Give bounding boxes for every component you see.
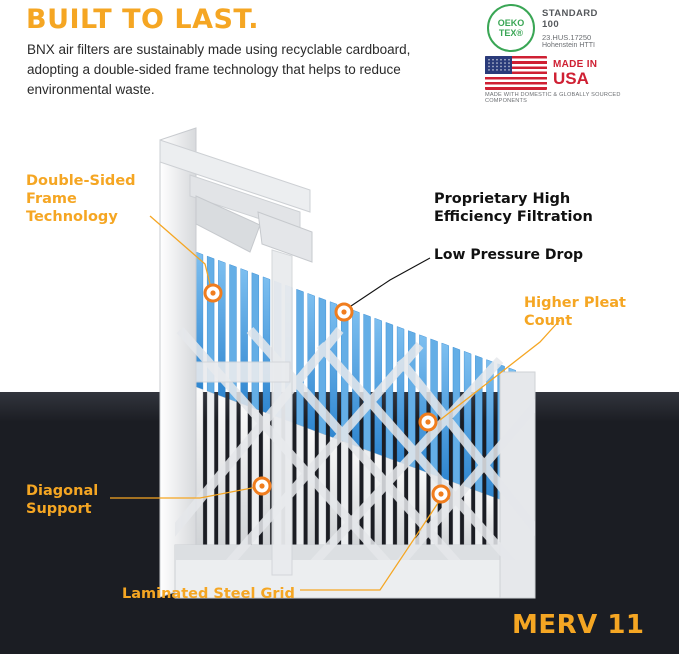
oeko-standard-line1: STANDARD (542, 7, 598, 19)
oeko-tex-text (542, 8, 598, 49)
oeko-institute: Hohenstein HTTI (542, 41, 595, 49)
merv-rating-label: MERV 11 (512, 610, 645, 640)
usa-label: USA (553, 69, 589, 88)
frame-mid-support (272, 250, 292, 575)
page-body-text: BNX air filters are sustainably made using recyclable cardboard, adopting a double-sided frame technology that helps to reduce environmental waste. (27, 42, 411, 97)
callout-double-sided-frame (26, 172, 176, 226)
callout-proprietary-filtration (434, 190, 624, 226)
callout-low-pressure-drop: Low Pressure Drop (434, 247, 584, 263)
callout-higher-pleat-count (524, 294, 674, 330)
callout-double-sided-line2: Frame (26, 191, 77, 207)
callout-laminated-steel-grid: Laminated Steel Grid (122, 586, 295, 602)
callout-double-sided-line1: Double-Sided (26, 173, 136, 189)
oeko-tex-badge (487, 4, 598, 52)
callout-double-sided-line3: Technology (26, 209, 118, 225)
frame-cross-support (196, 362, 290, 382)
usa-flag-icon (485, 56, 547, 90)
frame-bottom-rail-top (175, 545, 527, 560)
callout-proprietary-line1: Proprietary High (434, 191, 571, 207)
oeko-standard-line2: 100 (542, 18, 560, 30)
callout-proprietary-line2: Efficiency Filtration (434, 209, 593, 225)
oeko-tex-logo-icon (487, 4, 535, 52)
callout-diagonal-support (26, 482, 156, 518)
usa-disclaimer: MADE WITH DOMESTIC & GLOBALLY SOURCED COMPONENTS (485, 92, 621, 104)
made-in-usa-badge (485, 56, 597, 90)
page-headline: BUILT TO LAST. (26, 4, 259, 35)
oeko-mark-line1: OEKO (497, 18, 525, 28)
oeko-cert-number: 23.HUS.17250 (542, 32, 592, 42)
callout-pleat-line1: Higher Pleat (524, 295, 626, 311)
made-in-usa-text (553, 56, 597, 87)
certification-badges (485, 2, 665, 107)
callout-diagonal-line2: Support (26, 501, 92, 517)
callout-pleat-line2: Count (524, 313, 573, 329)
oeko-mark-line2: TEX® (498, 28, 524, 38)
callout-diagonal-line1: Diagonal (26, 483, 99, 499)
callout-lines-dark (345, 258, 430, 310)
made-in-label: MADE IN (553, 59, 598, 70)
